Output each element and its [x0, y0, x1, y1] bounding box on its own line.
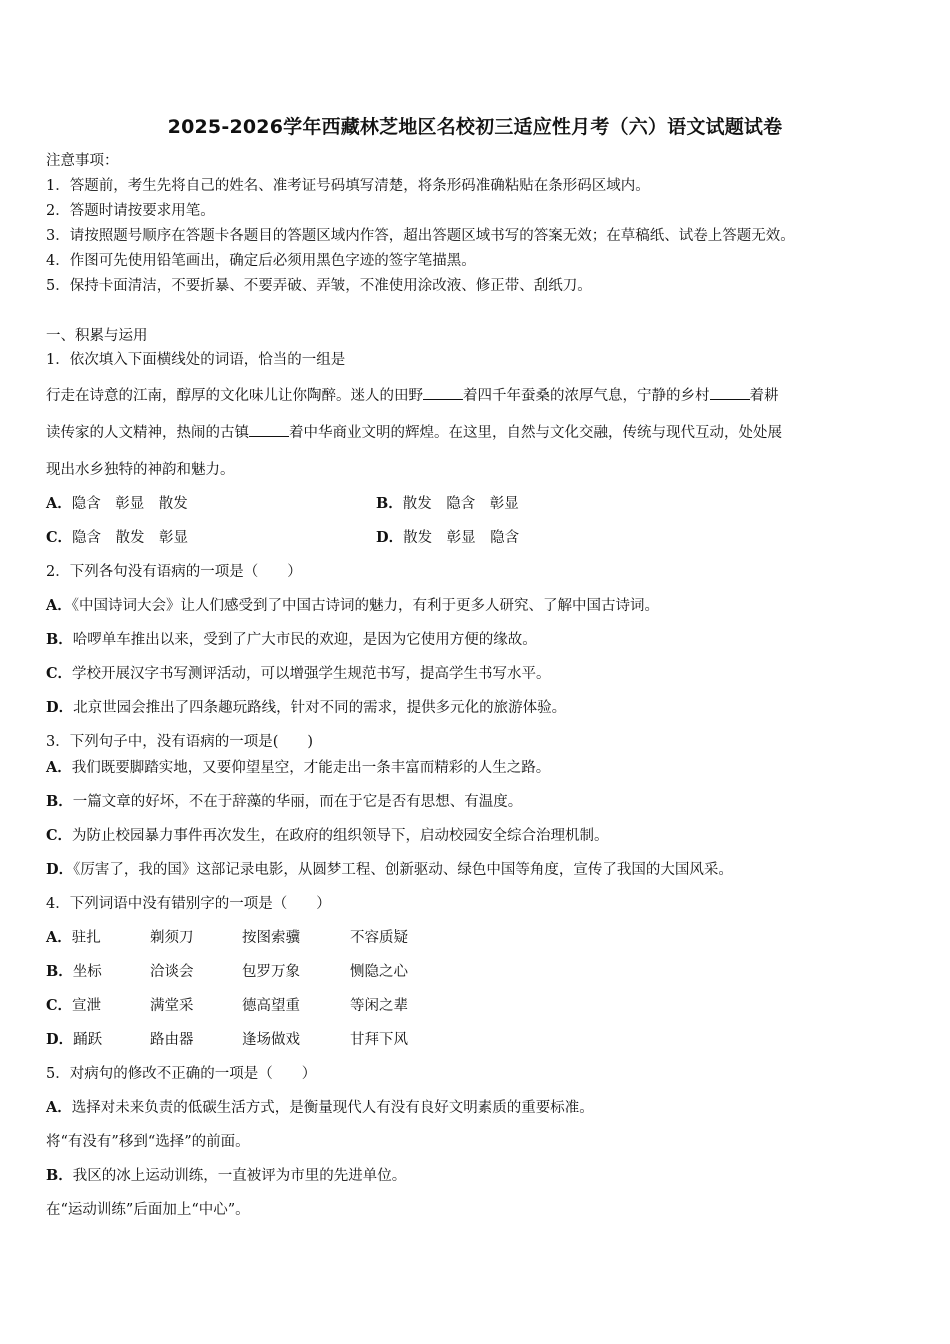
option-c — [46, 997, 101, 1015]
question-stem: 5．对病句的修改不正确的一项是（ ） — [46, 1066, 317, 1082]
option-letter: A． — [46, 495, 72, 512]
notice-item: 4．作图可先使用铅笔画出，确定后必须用黑色字迹的签字笔描黑。 — [46, 253, 476, 269]
option-letter: B． — [46, 793, 73, 810]
option-a — [46, 1099, 594, 1117]
passage-text: 着耕 — [749, 388, 779, 404]
option-text: 哈啰单车推出以来，受到了广大市民的欢迎，是因为它使用方便的缘故。 — [72, 632, 537, 648]
option-word: 踊跃 — [73, 1032, 103, 1048]
option-word: 甘拜下风 — [350, 1032, 408, 1048]
question-stem: 2．下列各句没有语病的一项是（ ） — [46, 564, 302, 580]
option-word: 路由器 — [150, 1032, 194, 1048]
option-letter: A． — [46, 1099, 72, 1116]
option-b — [46, 963, 102, 981]
passage-text: 着四千年蚕桑的浓厚气息，宁静的乡村 — [463, 388, 710, 404]
option-letter: A． — [46, 759, 72, 776]
option-d — [376, 529, 519, 547]
option-d — [46, 861, 733, 879]
option-word: 剃须刀 — [150, 930, 194, 946]
section-heading: 一、积累与运用 — [46, 328, 148, 344]
option-d — [46, 699, 566, 717]
passage-line — [46, 424, 782, 442]
page-title: 2025-2026学年西藏林芝地区名校初三适应性月考（六）语文试题试卷 — [167, 116, 783, 138]
option-letter: C． — [46, 665, 73, 682]
option-d — [46, 1031, 102, 1049]
option-text: 隐含 彰显 散发 — [71, 496, 188, 512]
passage-line — [46, 387, 779, 405]
passage-text: 读传家的人文精神，热闹的古镇 — [46, 425, 249, 441]
option-text: 选择对未来负责的低碳生活方式，是衡量现代人有没有良好文明素质的重要标准。 — [71, 1100, 594, 1116]
option-word: 等闲之辈 — [350, 998, 408, 1014]
option-c — [46, 529, 188, 547]
passage-text: 行走在诗意的江南，醇厚的文化味儿让你陶醉。迷人的田野 — [46, 388, 423, 404]
notice-item: 3．请按照题号顺序在答题卡各题目的答题区域内作答，超出答题区域书写的答案无效；在草稿纸、试卷上答题无效。 — [46, 228, 795, 244]
notice-item: 5．保持卡面清洁，不要折暴、不要弄破、弄皱，不准使用涂改液、修正带、刮纸刀。 — [46, 278, 592, 294]
option-word: 宣泄 — [72, 998, 102, 1014]
option-word: 逢场做戏 — [242, 1032, 300, 1048]
option-b — [376, 495, 519, 513]
fill-blank — [423, 387, 463, 400]
passage-line: 现出水乡独特的神韵和魅力。 — [46, 462, 235, 478]
option-b — [46, 1167, 406, 1185]
option-letter: B． — [46, 631, 73, 648]
option-b — [46, 631, 537, 649]
option-a — [46, 759, 550, 777]
option-b-fix: 在“运动训练”后面加上“中心”。 — [46, 1202, 250, 1218]
option-text: 散发 彰显 隐含 — [403, 530, 520, 546]
option-letter: C． — [46, 529, 73, 546]
option-c — [46, 665, 551, 683]
option-word: 洽谈会 — [150, 964, 194, 980]
option-letter: C． — [46, 827, 73, 844]
notice-heading: 注意事项： — [46, 153, 119, 169]
option-word: 驻扎 — [71, 930, 101, 946]
option-word: 德高望重 — [242, 998, 300, 1014]
option-text: 为防止校园暴力事件再次发生，在政府的组织领导下，启动校园安全综合治理机制。 — [72, 828, 609, 844]
question-stem: 4．下列词语中没有错别字的一项是（ ） — [46, 896, 331, 912]
option-letter: A． — [46, 929, 72, 946]
option-c — [46, 827, 609, 845]
passage-text: 着中华商业文明的辉煌。在这里，自然与文化交融，传统与现代互动，处处展 — [289, 425, 782, 441]
option-text: 隐含 散发 彰显 — [72, 530, 189, 546]
option-text: 学校开展汉字书写测评活动，可以增强学生规范书写，提高学生书写水平。 — [72, 666, 551, 682]
question-stem: 1．依次填入下面横线处的词语，恰当的一组是 — [46, 352, 346, 368]
option-a-fix: 将“有没有”移到“选择”的前面。 — [46, 1134, 250, 1150]
option-a — [46, 495, 188, 513]
option-letter: B． — [376, 495, 403, 512]
fill-blank — [710, 387, 750, 400]
option-text: 《中国诗词大会》让人们感受到了中国古诗词的魅力，有利于更多人研究、了解中国古诗词。 — [71, 598, 660, 614]
fill-blank — [249, 424, 289, 437]
option-word: 恻隐之心 — [350, 964, 408, 980]
option-b — [46, 793, 522, 811]
option-a — [46, 929, 101, 947]
option-text: 北京世园会推出了四条趣玩路线，针对不同的需求，提供多元化的旅游体验。 — [73, 700, 567, 716]
option-word: 满堂采 — [150, 998, 194, 1014]
option-letter: A． — [46, 597, 72, 614]
option-word: 不容质疑 — [350, 930, 408, 946]
option-text: 我区的冰上运动训练，一直被评为市里的先进单位。 — [72, 1168, 407, 1184]
option-text: 我们既要脚踏实地，又要仰望星空，才能走出一条丰富而精彩的人生之路。 — [71, 760, 551, 776]
option-word: 包罗万象 — [242, 964, 300, 980]
option-letter: D． — [376, 529, 404, 546]
option-letter: B． — [46, 963, 73, 980]
option-letter: D． — [46, 699, 74, 716]
option-text: 一篇文章的好坏，不在于辞藻的华丽，而在于它是否有思想、有温度。 — [72, 794, 523, 810]
option-letter: C． — [46, 997, 73, 1014]
notice-item: 1．答题前，考生先将自己的姓名、准考证号码填写清楚，将条形码准确粘贴在条形码区域内。 — [46, 178, 650, 194]
option-a — [46, 597, 659, 615]
option-text: 《厉害了，我的国》这部记录电影，从圆梦工程、创新驱动、绿色中国等角度，宣传了我国的大国风采。 — [73, 862, 733, 878]
option-text: 散发 隐含 彰显 — [402, 496, 519, 512]
option-word: 坐标 — [72, 964, 102, 980]
option-letter: B． — [46, 1167, 73, 1184]
option-letter: D． — [46, 861, 74, 878]
notice-item: 2．答题时请按要求用笔。 — [46, 203, 215, 219]
question-stem: 3．下列句子中，没有语病的一项是( ) — [46, 734, 314, 750]
option-word: 按图索骥 — [242, 930, 300, 946]
option-letter: D． — [46, 1031, 74, 1048]
